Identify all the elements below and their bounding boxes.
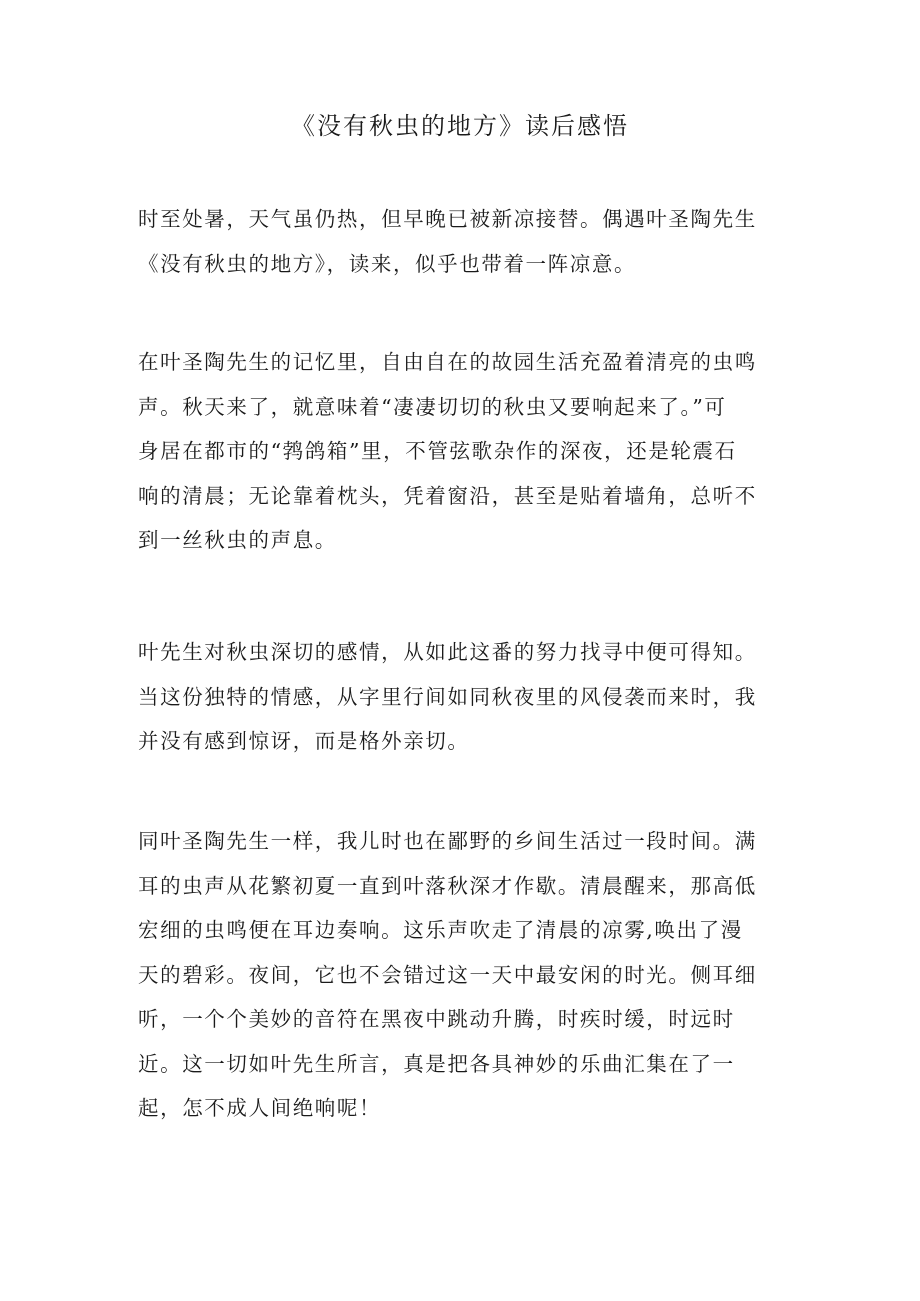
- text-line: 宏细的虫鸣便在耳边奏响。这乐声吹走了清晨的凉雾,唤出了漫: [138, 918, 743, 942]
- text-line: 叶先生对秋虫深切的感情，从如此这番的努力找寻中便可得知。: [138, 640, 757, 664]
- text-line: 在叶圣陶先生的记忆里，自由自在的故园生活充盈着清亮的虫鸣: [138, 350, 757, 374]
- document-title: 《没有秋虫的地方》读后感悟: [291, 112, 629, 140]
- text-line: 到一丝秋虫的声息。: [138, 528, 337, 552]
- text-line: 起，怎不成人间绝响呢！: [138, 1096, 382, 1120]
- paragraph-3: [138, 630, 786, 764]
- text-line: 耳的虫声从花繁初夏一直到叶落秋深才作歇。清晨醒来，那高低: [138, 873, 757, 898]
- text-line: 天的碧彩。夜间，它也不会错过这一天中最安闲的时光。侧耳细: [138, 962, 757, 987]
- text-line: 近。这一切如叶先生所言，真是把各具神妙的乐曲汇集在了一: [138, 1051, 735, 1076]
- paragraph-2: [138, 340, 786, 563]
- text-line: 身居在都市的“鹁鸽箱”里，不管弦歌杂作的深夜，还是轮震石: [138, 439, 737, 463]
- text-line: 并没有感到惊讶，而是格外亲切。: [138, 729, 470, 753]
- paragraph-4: [138, 819, 786, 1131]
- paragraph-1: [138, 197, 786, 286]
- text-line: 时至处暑，天气虽仍热，但早晚已被新凉接替。偶遇叶圣陶先生: [138, 207, 757, 231]
- text-line: 同叶圣陶先生一样，我儿时也在鄙野的乡间生活过一段时间。满: [138, 829, 757, 853]
- text-line: 听，一个个美妙的音符在黑夜中跳动升腾，时疾时缓，时远时: [138, 1007, 735, 1031]
- text-line: 声。秋天来了，就意味着“凄凄切切的秋虫又要响起来了。”可: [138, 394, 727, 419]
- text-line: 响的清晨；无论靠着枕头，凭着窗沿，甚至是贴着墙角，总听不: [138, 483, 757, 508]
- text-line: 当这份独特的情感，从字里行间如同秋夜里的风侵袭而来时，我: [138, 684, 757, 709]
- text-line: 《没有秋虫的地方》，读来，似乎也带着一阵凉意。: [138, 251, 637, 276]
